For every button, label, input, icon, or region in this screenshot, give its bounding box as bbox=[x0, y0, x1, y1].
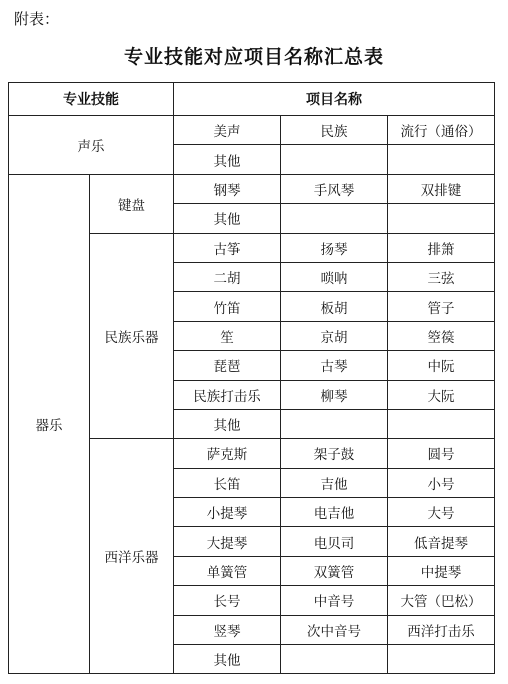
project-cell: 单簧管 bbox=[174, 556, 281, 585]
subcategory-western: 西洋乐器 bbox=[90, 439, 174, 674]
header-project: 项目名称 bbox=[174, 83, 495, 116]
appendix-note: 附表： bbox=[14, 10, 60, 28]
project-cell: 手风琴 bbox=[281, 174, 388, 203]
project-cell: 古琴 bbox=[281, 351, 388, 380]
project-cell: 电贝司 bbox=[281, 527, 388, 556]
project-cell bbox=[388, 645, 495, 674]
project-cell: 民族 bbox=[281, 116, 388, 145]
category-vocal: 声乐 bbox=[9, 116, 174, 175]
project-cell: 吉他 bbox=[281, 468, 388, 497]
project-cell: 流行（通俗） bbox=[388, 116, 495, 145]
project-cell: 大提琴 bbox=[174, 527, 281, 556]
project-cell: 次中音号 bbox=[281, 615, 388, 644]
table-title: 专业技能对应项目名称汇总表 bbox=[123, 46, 384, 68]
project-cell: 小提琴 bbox=[174, 498, 281, 527]
header-row bbox=[9, 83, 495, 116]
project-cell: 双簧管 bbox=[281, 556, 388, 585]
project-cell bbox=[281, 204, 388, 233]
project-cell: 小号 bbox=[388, 468, 495, 497]
project-cell: 箜篌 bbox=[388, 321, 495, 350]
project-cell bbox=[281, 409, 388, 438]
project-cell: 大号 bbox=[388, 498, 495, 527]
project-cell: 琵琶 bbox=[174, 351, 281, 380]
project-cell: 双排键 bbox=[388, 174, 495, 203]
project-cell: 大阮 bbox=[388, 380, 495, 409]
project-cell: 低音提琴 bbox=[388, 527, 495, 556]
project-cell: 西洋打击乐 bbox=[388, 615, 495, 644]
project-cell: 扬琴 bbox=[281, 233, 388, 262]
project-cell bbox=[388, 204, 495, 233]
project-cell: 萨克斯 bbox=[174, 439, 281, 468]
project-cell bbox=[388, 145, 495, 174]
project-cell: 长笛 bbox=[174, 468, 281, 497]
project-cell: 其他 bbox=[174, 145, 281, 174]
project-cell: 二胡 bbox=[174, 262, 281, 291]
project-cell: 京胡 bbox=[281, 321, 388, 350]
project-cell: 三弦 bbox=[388, 262, 495, 291]
project-cell: 大管（巴松） bbox=[388, 586, 495, 615]
project-cell: 民族打击乐 bbox=[174, 380, 281, 409]
project-cell bbox=[388, 409, 495, 438]
subcategory-keyboard: 键盘 bbox=[90, 174, 174, 233]
table-row bbox=[9, 174, 495, 203]
project-cell: 架子鼓 bbox=[281, 439, 388, 468]
project-cell: 管子 bbox=[388, 292, 495, 321]
project-cell: 圆号 bbox=[388, 439, 495, 468]
table-row bbox=[9, 116, 495, 145]
project-cell: 竹笛 bbox=[174, 292, 281, 321]
project-cell: 柳琴 bbox=[281, 380, 388, 409]
project-cell bbox=[281, 645, 388, 674]
project-cell: 中提琴 bbox=[388, 556, 495, 585]
category-instrumental: 器乐 bbox=[9, 174, 90, 674]
project-cell: 其他 bbox=[174, 409, 281, 438]
skills-summary-table bbox=[8, 82, 495, 674]
project-cell: 古筝 bbox=[174, 233, 281, 262]
project-cell: 板胡 bbox=[281, 292, 388, 321]
project-cell: 排箫 bbox=[388, 233, 495, 262]
project-cell: 长号 bbox=[174, 586, 281, 615]
project-cell: 电吉他 bbox=[281, 498, 388, 527]
project-cell: 其他 bbox=[174, 204, 281, 233]
project-cell: 唢呐 bbox=[281, 262, 388, 291]
project-cell: 竖琴 bbox=[174, 615, 281, 644]
project-cell: 中音号 bbox=[281, 586, 388, 615]
project-cell: 笙 bbox=[174, 321, 281, 350]
project-cell: 钢琴 bbox=[174, 174, 281, 203]
project-cell: 中阮 bbox=[388, 351, 495, 380]
project-cell bbox=[281, 145, 388, 174]
subcategory-ethnic: 民族乐器 bbox=[90, 233, 174, 439]
project-cell: 美声 bbox=[174, 116, 281, 145]
header-skill: 专业技能 bbox=[9, 83, 174, 116]
project-cell: 其他 bbox=[174, 645, 281, 674]
